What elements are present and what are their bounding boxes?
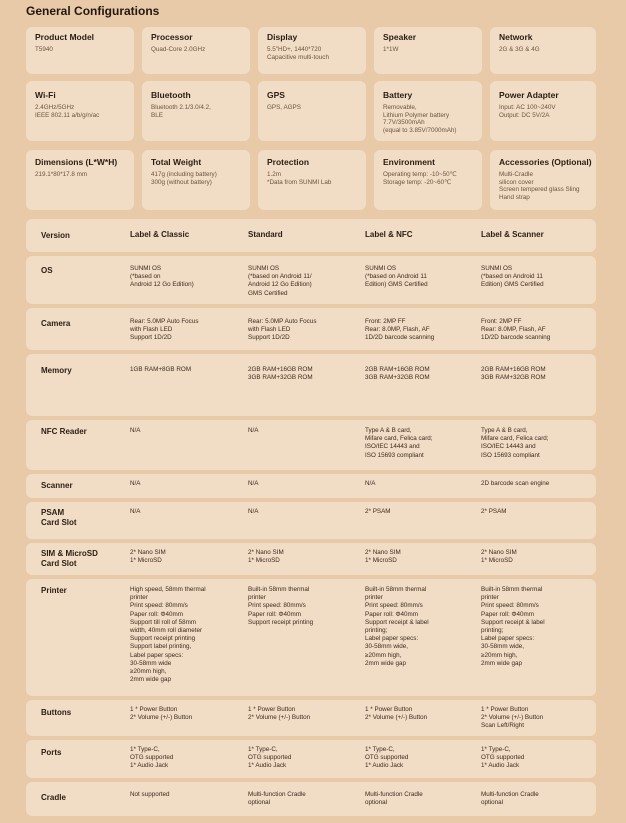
spec-label: Accessories (Optional) [499, 157, 592, 167]
row-cell: 1* Type-C, OTG supported 1* Audio Jack [248, 746, 292, 770]
spec-label: Product Model [35, 32, 95, 42]
spec-card-speaker [374, 27, 482, 74]
spec-value: Bluetooth 2.1/3.0/4.2, BLE [151, 104, 211, 119]
row-cell: Front: 2MP FF Rear: 8.0MP, Flash, AF 1D/2D barcode scanning [481, 318, 551, 342]
spec-label: Total Weight [151, 157, 202, 167]
spec-value: 219.1*80*17.8 mm [35, 171, 88, 178]
table-row-cradle [26, 782, 596, 816]
row-cell: Multi-function Cradle optional [481, 791, 539, 807]
table-row-scanner [26, 474, 596, 498]
spec-label: Protection [267, 157, 310, 167]
spec-value: 2G & 3G & 4G [499, 46, 540, 53]
table-row-ports [26, 740, 596, 778]
spec-label: Wi-Fi [35, 90, 56, 100]
row-cell: Front: 2MP FF Rear: 8.0MP, Flash, AF 1D/2D barcode scanning [365, 318, 435, 342]
row-cell: Multi-function Cradle optional [248, 791, 306, 807]
spec-label: Network [499, 32, 533, 42]
spec-value: 417g (including battery) 300g (without battery) [151, 171, 217, 186]
spec-card-environment [374, 150, 482, 210]
row-cell: 2* Nano SIM 1* MicroSD [481, 549, 517, 565]
row-label: Camera [41, 319, 71, 328]
row-cell: SUNMI OS (*based on Android 11 Edition) GMS Certified [365, 265, 428, 289]
row-cell: 1 * Power Button 2* Volume (+/-) Button Scan Left/Right [481, 706, 544, 730]
spec-label: Battery [383, 90, 413, 100]
row-cell: 2* Nano SIM 1* MicroSD [365, 549, 401, 565]
row-cell: Built-in 58mm thermal printer Print speed: 80mm/s Paper roll: Φ40mm Support receipt printing [248, 586, 314, 626]
row-cell: Rear: 5.0MP Auto Focus with Flash LED Support 1D/2D [248, 318, 317, 342]
row-label: Scanner [41, 481, 73, 490]
spec-label: Dimensions (L*W*H) [35, 157, 118, 167]
spec-value: 1*1W [383, 46, 399, 53]
spec-value: T5940 [35, 46, 53, 53]
row-cell: Built-in 58mm thermal printer Print speed: 80mm/s Paper roll: Φ40mm Support receipt & label printing; Label paper specs: 30-58mm wide, ≥20mm high, 2mm wide gap [365, 586, 429, 667]
row-label: NFC Reader [41, 427, 87, 436]
spec-value: Operating temp: -10~50℃ Storage temp: -20~60℃ [383, 171, 457, 186]
row-cell: N/A [365, 480, 376, 487]
table-header-col: Label & NFC [365, 230, 413, 239]
row-cell: N/A [130, 480, 141, 487]
spec-value: GPS, AGPS [267, 104, 301, 111]
spec-label: GPS [267, 90, 285, 100]
spec-label: Bluetooth [151, 90, 191, 100]
row-cell: 1 * Power Button 2* Volume (+/-) Button [130, 706, 193, 722]
table-row-psam-card-slot [26, 502, 596, 539]
row-cell: N/A [130, 508, 141, 515]
row-cell: 1* Type-C, OTG supported 1* Audio Jack [130, 746, 174, 770]
row-label: Printer [41, 586, 67, 595]
row-label: OS [41, 266, 53, 275]
spec-value: Multi-Cradle silicon cover Screen tempered glass Sling Hand strap [499, 171, 580, 201]
row-cell: 2GB RAM+16GB ROM 3GB RAM+32GB ROM [481, 366, 546, 382]
row-cell: 2* Nano SIM 1* MicroSD [248, 549, 284, 565]
row-cell: 1* Type-C, OTG supported 1* Audio Jack [365, 746, 409, 770]
row-cell: 2D barcode scan engine [481, 480, 550, 487]
row-cell: 2* PSAM [481, 508, 507, 515]
row-cell: 2GB RAM+16GB ROM 3GB RAM+32GB ROM [365, 366, 430, 382]
row-cell: N/A [248, 508, 259, 515]
page-title: General Configurations [26, 4, 160, 18]
row-label: PSAM Card Slot [41, 508, 77, 527]
row-cell: SUNMI OS (*based on Android 12 Go Edition) [130, 265, 194, 289]
row-cell: 1GB RAM+8GB ROM [130, 366, 192, 373]
row-cell: Multi-function Cradle optional [365, 791, 423, 807]
spec-card-network [490, 27, 596, 74]
row-cell: 1 * Power Button 2* Volume (+/-) Button [365, 706, 428, 722]
row-cell: Type A & B card, Mifare card, Felica card; ISO/IEC 14443 and ISO 15693 compliant [365, 427, 433, 459]
row-cell: SUNMI OS (*based on Android 11 Edition) GMS Certified [481, 265, 544, 289]
spec-card-processor [142, 27, 250, 74]
row-label: SIM & MicroSD Card Slot [41, 549, 98, 568]
table-header-label: Version [41, 231, 70, 240]
row-cell: 2GB RAM+16GB ROM 3GB RAM+32GB ROM [248, 366, 313, 382]
row-cell: 1 * Power Button 2* Volume (+/-) Button [248, 706, 311, 722]
spec-card-total-weight [142, 150, 250, 210]
spec-card-bluetooth [142, 81, 250, 141]
spec-value: Quad-Core 2.0GHz [151, 46, 206, 53]
spec-card-wifi [26, 81, 134, 141]
spec-card-power-adapter [490, 81, 596, 141]
table-row-nfc-reader [26, 420, 596, 470]
spec-card-accessories [490, 150, 596, 210]
spec-label: Processor [151, 32, 193, 42]
spec-value: 2.4GHz/5GHz IEEE 802.11 a/b/g/n/ac [35, 104, 100, 119]
spec-card-battery [374, 81, 482, 141]
row-cell: Rear: 5.0MP Auto Focus with Flash LED Support 1D/2D [130, 318, 199, 342]
table-row-buttons [26, 700, 596, 736]
spec-value: Removable, Lithium Polymer battery 7.7V/3500mAh (equal to 3.85V/7000mAh) [383, 104, 457, 134]
spec-label: Power Adapter [499, 90, 559, 100]
table-row-os [26, 256, 596, 304]
row-label: Memory [41, 366, 72, 375]
table-row-sim-microsd-card-slot [26, 543, 596, 575]
spec-card-display [258, 27, 366, 74]
row-cell: 2* PSAM [365, 508, 391, 515]
row-cell: High speed, 58mm thermal printer Print speed: 80mm/s Paper roll: Φ40mm Support till roll of 58mm width, 40mm roll diameter Support receipt printing Support label printing, Label paper specs: 30-58mm wide ≥20mm high, 2mm wide gap [130, 586, 206, 684]
spec-label: Display [267, 32, 298, 42]
row-cell: N/A [248, 427, 259, 434]
spec-card-protection [258, 150, 366, 210]
spec-value: 1.2m *Data from SUNMI Lab [267, 171, 332, 186]
spec-card-product-model [26, 27, 134, 74]
row-label: Ports [41, 748, 62, 757]
row-cell: 1* Type-C, OTG supported 1* Audio Jack [481, 746, 525, 770]
row-cell: Not supported [130, 791, 170, 798]
spec-label: Speaker [383, 32, 417, 42]
spec-value: Input: AC 100~240V Output: DC 5V/2A [499, 104, 556, 119]
row-cell: N/A [130, 427, 141, 434]
table-row-printer [26, 579, 596, 696]
table-header-col: Standard [248, 230, 283, 239]
row-label: Buttons [41, 708, 72, 717]
table-header-col: Label & Classic [130, 230, 190, 239]
row-cell: N/A [248, 480, 259, 487]
row-cell: Built-in 58mm thermal printer Print speed: 80mm/s Paper roll: Φ40mm Support receipt & label printing; Label paper specs: 30-58mm wide, ≥20mm high, 2mm wide gap [481, 586, 545, 667]
row-label: Cradle [41, 793, 66, 802]
spec-card-gps [258, 81, 366, 141]
table-header-col: Label & Scanner [481, 230, 544, 239]
row-cell: Type A & B card, Mifare card, Felica card; ISO/IEC 14443 and ISO 15693 compliant [481, 427, 549, 459]
table-row-memory [26, 354, 596, 416]
table-row-camera [26, 308, 596, 350]
row-cell: SUNMI OS (*based on Android 11/ Android 12 Go Edition) GMS Certified [248, 265, 312, 297]
table-header-row [26, 219, 596, 252]
spec-card-dimensions [26, 150, 134, 210]
row-cell: 2* Nano SIM 1* MicroSD [130, 549, 166, 565]
spec-value: 5.5"HD+, 1440*720 Capacitive multi-touch [267, 46, 329, 61]
spec-label: Environment [383, 157, 435, 167]
